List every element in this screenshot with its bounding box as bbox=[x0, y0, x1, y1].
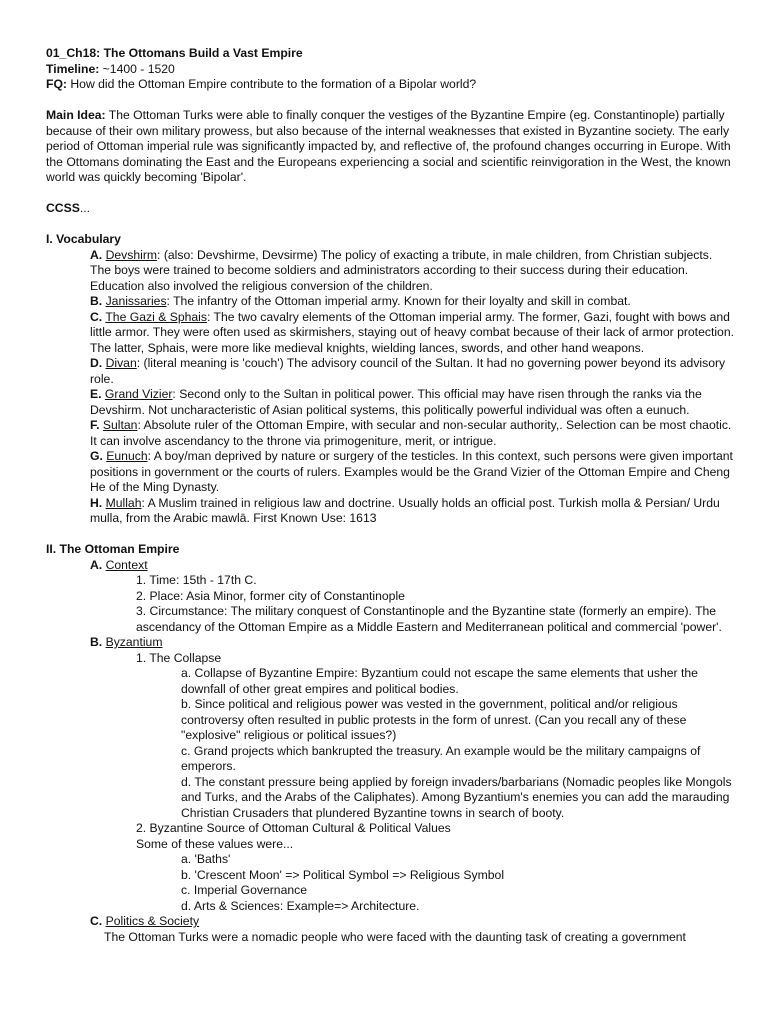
value-item: d. Arts & Sciences: Example=> Architecture. bbox=[181, 898, 420, 913]
section-heading-ottoman-empire: II. The Ottoman Empire bbox=[46, 542, 180, 556]
vocab-item: C. The Gazi & Sphais: The two cavalry elements of the Ottoman imperial army. The former, Gazi, fought with bows and little armor. They were often used as skirmishers, staying out of heavy combat because of their lack of armor protection. The latter, Sphais, were more like medieval knights, wielding lances, swords, and other hand weapons. bbox=[90, 309, 734, 355]
context-item: 3. Circumstance: The military conquest of Constantinople and the Byzantine state (formerly an empire). The ascendancy of the Ottoman Empire as a Middle Eastern and Mediterranean political and commercial 'power'. bbox=[136, 604, 722, 634]
context-item: 2. Place: Asia Minor, former city of Constantinople bbox=[136, 588, 405, 603]
value-item: a. 'Baths' bbox=[181, 852, 231, 866]
subsection-byzantium: B. Byzantium bbox=[90, 635, 163, 649]
vocab-item: H. Mullah: A Muslim trained in religious law and doctrine. Usually holds an official post. Turkish molla & Persian/ Urdu mulla, from the Arabic mawlā. First Known Use: 1613 bbox=[90, 495, 720, 525]
subsection-context: A. Context bbox=[90, 557, 148, 572]
document-page bbox=[46, 46, 736, 945]
document-title: 01_Ch18: The Ottomans Build a Vast Empire bbox=[46, 46, 303, 60]
vocab-item: F. Sultan: Absolute ruler of the Ottoman Empire, with secular and non-secular authority,. Selection can be most chaotic. It can involve ascendancy to the throne via primogeniture, merit, or intrigue. bbox=[90, 418, 732, 448]
timeline-line: Timeline: ~1400 - 1520 bbox=[46, 61, 175, 76]
focus-question: FQ: How did the Ottoman Empire contribute to the formation of a Bipolar world? bbox=[46, 77, 477, 91]
vocab-item: E. Grand Vizier: Second only to the Sultan in political power. This official may have risen through the ranks via the Devshirm. Not uncharacteristic of Asian political systems, this politically powerful individual was often a eunuch. bbox=[90, 387, 702, 417]
collapse-item: c. Grand projects which bankrupted the treasury. An example would be the military campaigns of emperors. bbox=[181, 743, 701, 773]
value-item: b. 'Crescent Moon' => Political Symbol => Religious Symbol bbox=[181, 867, 505, 882]
collapse-item: a. Collapse of Byzantine Empire: Byzantium could not escape the same elements that usher the downfall of other great empires and political bodies. bbox=[181, 666, 698, 696]
collapse-item: b. Since political and religious power was vested in the government, political and/or religious controversy often resulted in public protests in the form of unrest. (Can you recall any of these "explosive" religious or political issues?) bbox=[181, 697, 687, 742]
vocab-item: D. Divan: (literal meaning is 'couch') The advisory council of the Sultan. It had no governing power beyond its advisory role. bbox=[90, 356, 726, 386]
context-item: 1. Time: 15th - 17th C. bbox=[136, 573, 257, 587]
vocab-item: B. Janissaries: The infantry of the Ottoman imperial army. Known for their loyalty and skill in combat. bbox=[90, 294, 631, 308]
main-idea: Main Idea: The Ottoman Turks were able to finally conquer the vestiges of the Byzantine Empire (eg. Constantinople) partially because of their own military prowess, but also because of the internal weaknesses that existed in Byzantine society. The early period of Ottoman imperial rule was significantly impacted by, and reflective of, the profound changes occurring in Europe. With the Ottomans dominating the East and the Europeans experiencing a social and scientific reinvigoration in the West, the known world was quickly becoming 'Bipolar'. bbox=[46, 108, 731, 184]
value-item: c. Imperial Governance bbox=[181, 883, 307, 897]
source-intro: Some of these values were... bbox=[136, 836, 294, 851]
vocabulary-list bbox=[46, 248, 736, 527]
collapse-heading: 1. The Collapse bbox=[136, 650, 222, 665]
collapse-item: d. The constant pressure being applied by foreign invaders/barbarians (Nomadic peoples like Mongols and Turks, and the Arabs of the Caliphates). Among Byzantium's enemies you can add the marauding Christian Crusaders that plundered Byzantine towns in search of booty. bbox=[181, 774, 732, 820]
vocab-item: G. Eunuch: A boy/man deprived by nature or surgery of the testicles. In this context, such persons were given important positions in government or the courts of rulers. Examples would be the Grand Vizier of the Ottoman Empire and Cheng He of the Ming Dynasty. bbox=[90, 449, 733, 494]
vocabulary-heading: I. Vocabulary bbox=[46, 232, 121, 246]
vocab-item: A. Devshirm: (also: Devshirme, Devsirme) The policy of exacting a tribute, in male children, from Christian subjects. The boys were trained to become soldiers and administrators according to their success during their education. Education also involved the religious conversion of the children. bbox=[90, 247, 713, 293]
politics-society-text: The Ottoman Turks were a nomadic people who were faced with the daunting task of creating a government bbox=[104, 929, 686, 944]
ccss-line: CCSS... bbox=[46, 201, 91, 215]
source-heading: 2. Byzantine Source of Ottoman Cultural & Political Values bbox=[136, 821, 451, 835]
subsection-politics-society: C. Politics & Society bbox=[90, 914, 200, 928]
